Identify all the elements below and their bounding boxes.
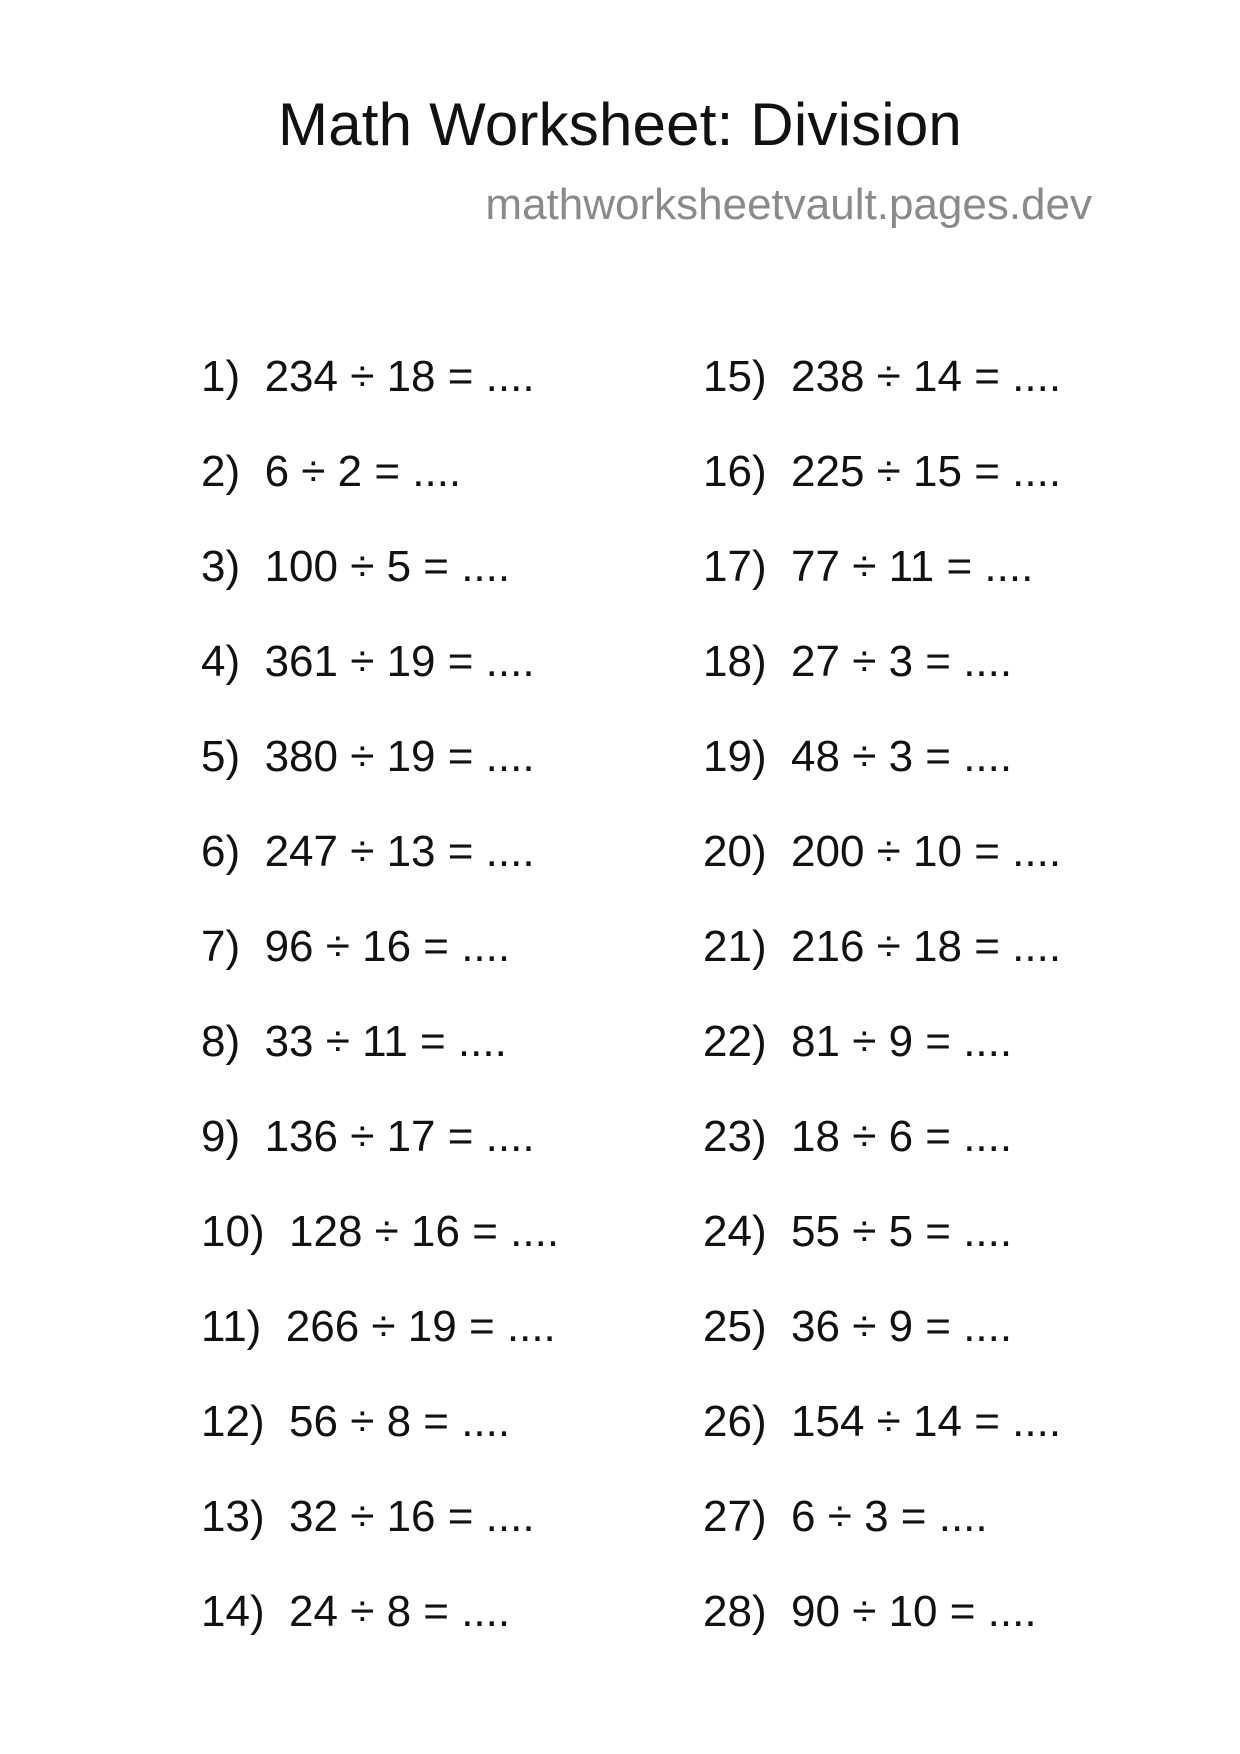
problem-item: 8) 33 ÷ 11 = .... [201, 1017, 507, 1066]
problem-item: 25) 36 ÷ 9 = .... [703, 1302, 1013, 1351]
problem-item: 3) 100 ÷ 5 = .... [201, 542, 511, 591]
problem-item: 20) 200 ÷ 10 = .... [703, 827, 1062, 876]
website-url: mathworksheetvault.pages.dev [485, 180, 1092, 229]
problem-item: 7) 96 ÷ 16 = .... [201, 922, 511, 971]
problem-item: 9) 136 ÷ 17 = .... [201, 1112, 535, 1161]
problem-item: 14) 24 ÷ 8 = .... [201, 1587, 511, 1636]
problem-item: 18) 27 ÷ 3 = .... [703, 637, 1013, 686]
problem-item: 26) 154 ÷ 14 = .... [703, 1397, 1062, 1446]
problem-item: 23) 18 ÷ 6 = .... [703, 1112, 1013, 1161]
problem-column-left [201, 352, 560, 1685]
problem-item: 28) 90 ÷ 10 = .... [703, 1587, 1037, 1636]
problem-item: 11) 266 ÷ 19 = .... [201, 1302, 556, 1351]
problem-item: 27) 6 ÷ 3 = .... [703, 1492, 988, 1541]
problem-item: 19) 48 ÷ 3 = .... [703, 732, 1013, 781]
problem-item: 24) 55 ÷ 5 = .... [703, 1207, 1013, 1256]
problem-item: 17) 77 ÷ 11 = .... [703, 542, 1034, 591]
problem-item: 5) 380 ÷ 19 = .... [201, 732, 535, 781]
problem-item: 2) 6 ÷ 2 = .... [201, 447, 462, 496]
problem-item: 13) 32 ÷ 16 = .... [201, 1492, 535, 1541]
problem-item: 15) 238 ÷ 14 = .... [703, 352, 1062, 401]
problem-item: 21) 216 ÷ 18 = .... [703, 922, 1062, 971]
problem-item: 1) 234 ÷ 18 = .... [201, 352, 535, 401]
problem-item: 6) 247 ÷ 13 = .... [201, 827, 535, 876]
problem-item: 4) 361 ÷ 19 = .... [201, 637, 535, 686]
page-title: Math Worksheet: Division [278, 91, 962, 158]
problem-item: 16) 225 ÷ 15 = .... [703, 447, 1062, 496]
problem-item: 12) 56 ÷ 8 = .... [201, 1397, 511, 1446]
problem-column-right [703, 352, 1062, 1685]
problem-item: 22) 81 ÷ 9 = .... [703, 1017, 1013, 1066]
problem-item: 10) 128 ÷ 16 = .... [201, 1207, 560, 1256]
